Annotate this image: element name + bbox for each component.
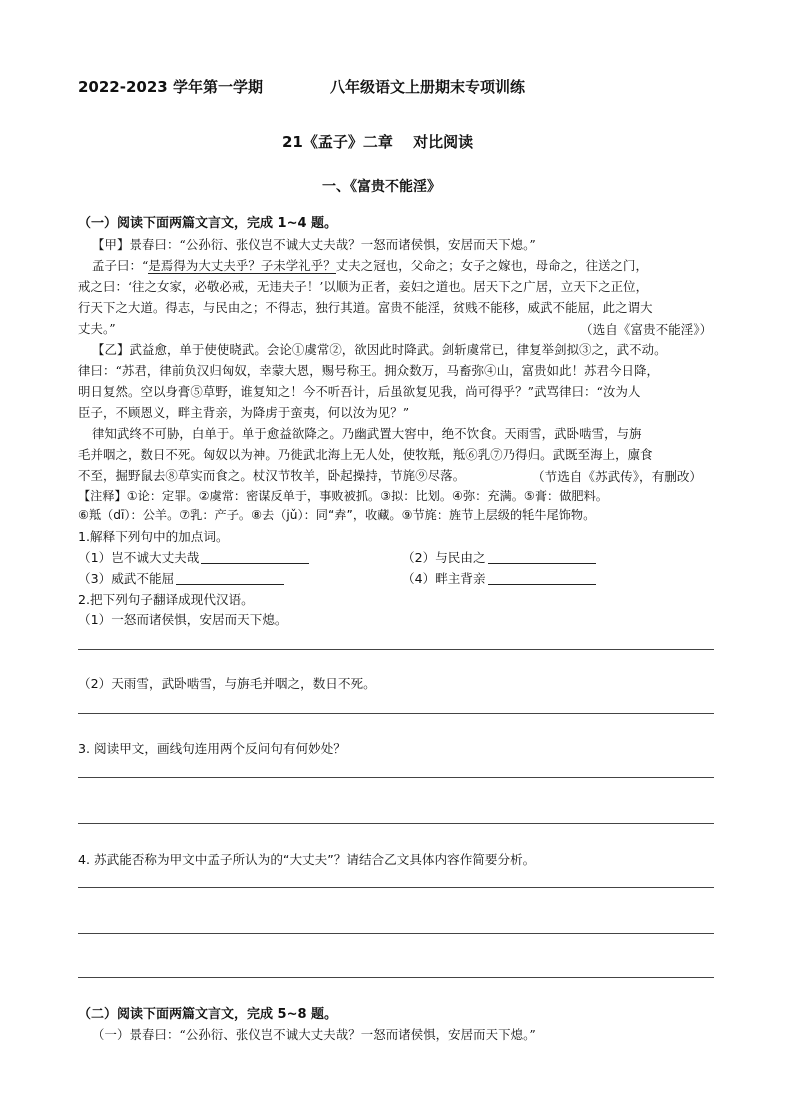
answer-line-q2-2[interactable]	[78, 713, 714, 714]
yi-line-6: 毛并咽之，数日不死。匈奴以为神。乃徙武北海上无人处，使牧羝，羝⑥乳⑦乃得归。武既至海上，廪食	[78, 447, 653, 462]
jia-line-1: 【甲】景春曰：“公孙衍、张仪岂不诚大丈夫哉？一怒而诸侯惧，安居而天下熄。”	[92, 237, 536, 252]
header-course: 八年级语文上册期末专项训练	[330, 78, 526, 96]
q4-stem: 4. 苏武能否称为甲文中孟子所认为的“大丈夫”？请结合乙文具体内容作简要分析。	[78, 852, 536, 867]
yi-line-7: 不至，掘野鼠去⑧草实而食之。杖汉节牧羊，卧起操持，节旄⑨尽落。	[78, 468, 466, 483]
q1-item-4	[402, 568, 596, 587]
yi-line-4: 臣子，不顾恩义，畔主背亲，为降虏于蛮夷，何以汝为见？”	[78, 405, 410, 420]
answer-line-q4-1[interactable]	[78, 887, 714, 888]
underlined-sentence: 是焉得为大丈夫乎？子未学礼乎？	[148, 258, 336, 273]
answer-blank-1[interactable]	[201, 551, 309, 564]
q1-item-1	[78, 547, 309, 566]
jia-line-5: 丈夫。”	[78, 321, 116, 336]
yi-line-2: 律曰：“苏君，律前负汉归匈奴，幸蒙大恩，赐号称王。拥众数万，马畜弥④山，富贵如此！苏君今日降，	[78, 363, 660, 378]
jia-line-2a: 孟子曰：“	[92, 258, 149, 273]
part2-line-1: （一）景春曰：“公孙衍、张仪岂不诚大丈夫哉？一怒而诸侯惧，安居而天下熄。”	[92, 1027, 536, 1042]
jia-source: （选自《富贵不能淫》）	[580, 322, 713, 337]
q1-item-3	[78, 568, 284, 587]
yi-line-5: 律知武终不可胁，白单于。单于愈益欲降之。乃幽武置大窖中，绝不饮食。天雨雪，武卧啮雪，与旃	[92, 426, 642, 441]
answer-line-q4-3[interactable]	[78, 977, 714, 978]
jia-line-4: 行天下之大道。得志，与民由之；不得志，独行其道。富贵不能淫，贫贱不能移，威武不能屈，此之谓大	[78, 300, 653, 315]
section-title: 一、《富贵不能淫》	[322, 179, 441, 195]
answer-blank-2[interactable]	[488, 551, 596, 564]
answer-line-q2-1[interactable]	[78, 649, 714, 650]
q1-item-1-label: （1）岂不诚大丈夫哉	[78, 550, 200, 565]
notes-line-2: ⑥羝（dī）：公羊。⑦乳：产子。⑧去（jǔ）：同“弆”，收藏。⑨节旄：旌节上层级的牦牛尾饰物。	[78, 508, 596, 522]
q1-item-4-label: （4）畔主背亲	[402, 571, 486, 586]
yi-source: （节选自《苏武传》，有删改）	[532, 469, 703, 484]
yi-line-3: 明日复然。空以身膏⑤草野，谁复知之！今不听吾计，后虽欲复见我，尚可得乎？”武骂律曰：“汝为人	[78, 384, 641, 399]
part1-heading: （一）阅读下面两篇文言文，完成 1~4 题。	[78, 216, 338, 231]
page-title: 21《孟子》二章 对比阅读	[282, 133, 474, 151]
q1-item-2-label: （2）与民由之	[402, 550, 486, 565]
jia-line-2	[92, 256, 648, 274]
q2-item-2: （2）天雨雪，武卧啮雪，与旃毛并咽之，数日不死。	[78, 676, 376, 691]
answer-line-q4-2[interactable]	[78, 933, 714, 934]
q1-stem: 1.解释下列句中的加点词。	[78, 529, 229, 544]
q1-item-2	[402, 547, 596, 566]
q3-stem: 3. 阅读甲文，画线句连用两个反问句有何妙处？	[78, 741, 346, 756]
q2-stem: 2.把下列句子翻译成现代汉语。	[78, 592, 254, 607]
part2-heading: （二）阅读下面两篇文言文，完成 5~8 题。	[78, 1007, 338, 1022]
answer-blank-4[interactable]	[488, 572, 596, 585]
notes-line-1: 【注释】①论：定罪。②虞常：密谋反单于，事败被抓。③拟：比划。④弥：充满。⑤膏：做肥料。	[78, 489, 608, 503]
jia-line-2b: 丈夫之冠也，父命之；女子之嫁也，母命之，往送之门，	[335, 258, 649, 273]
answer-line-q3-2[interactable]	[78, 823, 714, 824]
q2-item-1: （1）一怒而诸侯惧，安居而天下熄。	[78, 612, 288, 627]
jia-line-3: 戒之曰：‘往之女家，必敬必戒，无违夫子！’以顺为正者，妾妇之道也。居天下之广居，立天下之正位，	[78, 279, 649, 294]
yi-line-1: 【乙】武益愈，单于使使晓武。会论①虞常②，欲因此时降武。剑斩虞常已，律复举剑拟③之，武不动。	[92, 342, 667, 357]
answer-blank-3[interactable]	[176, 572, 284, 585]
q1-item-3-label: （3）威武不能屈	[78, 571, 175, 586]
header-year: 2022-2023 学年第一学期	[78, 78, 263, 96]
answer-line-q3-1[interactable]	[78, 777, 714, 778]
